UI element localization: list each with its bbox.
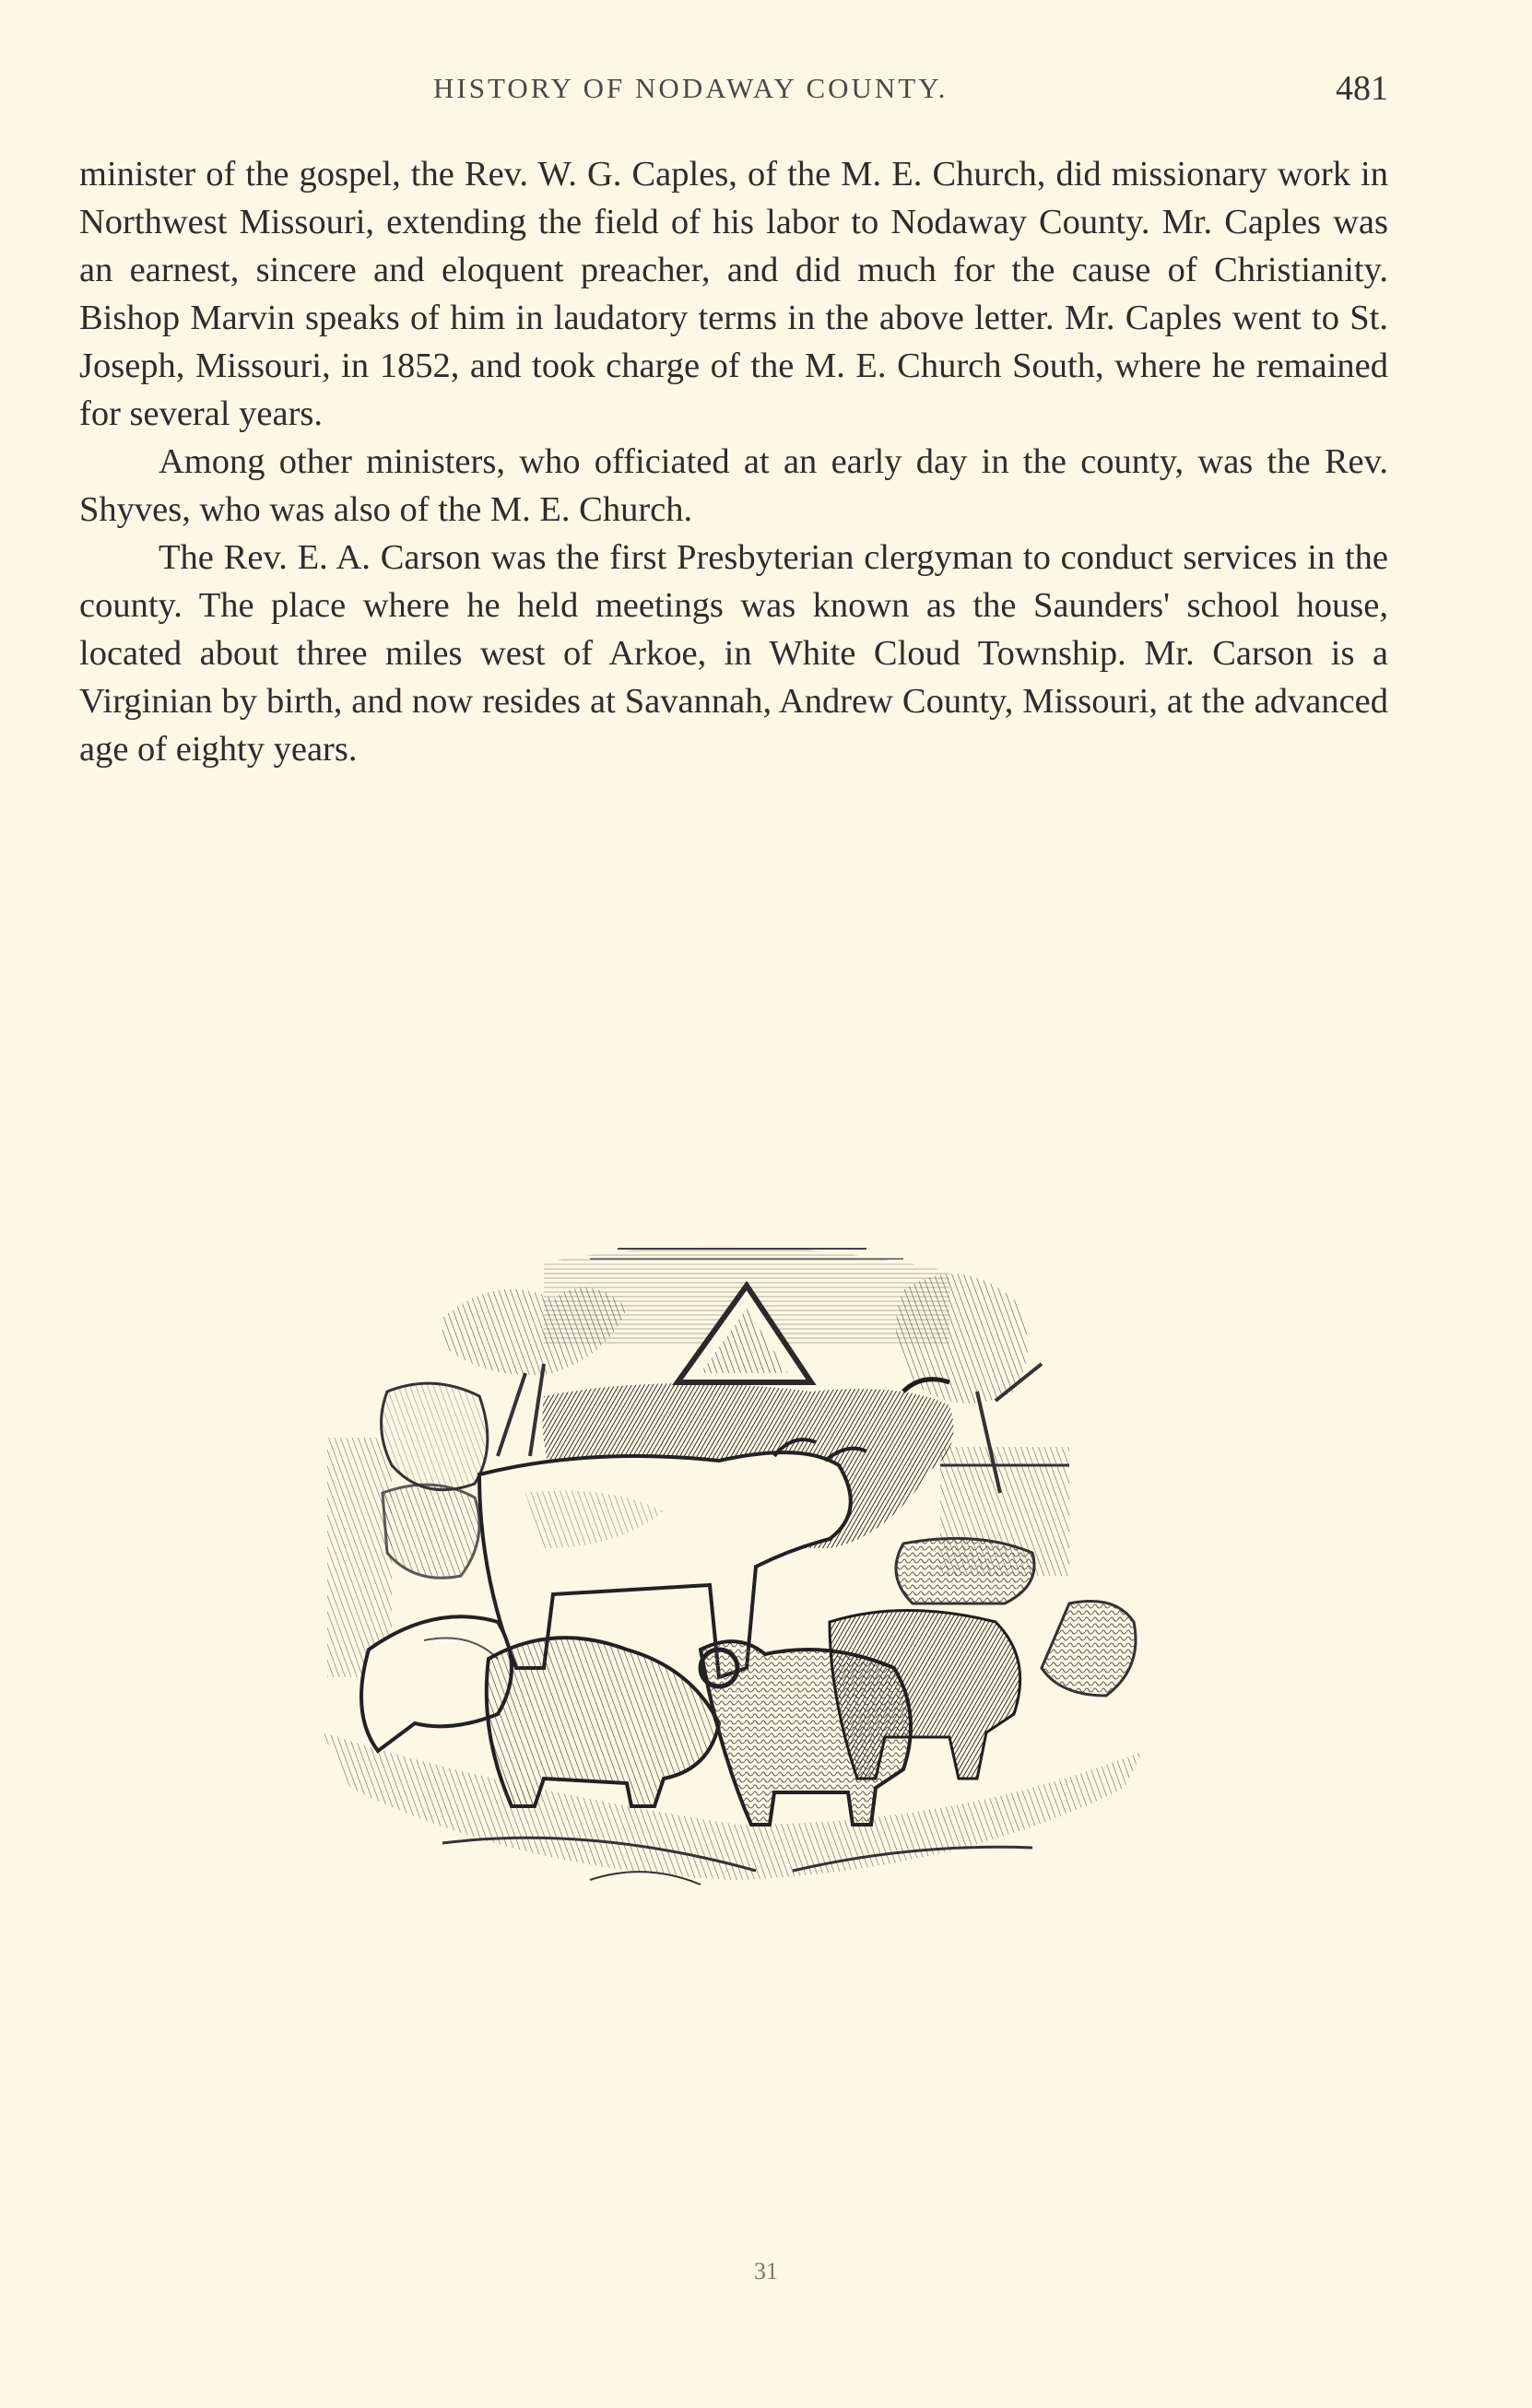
- center-pig: [487, 1638, 719, 1806]
- signature-mark: 31: [754, 2258, 778, 2285]
- page-number: 481: [1336, 69, 1388, 108]
- paragraph-3: The Rev. E. A. Carson was the first Presbyterian clergyman to conduct services in the county. The place where he held meetings was known as the Saunders' school house, located about three miles west of Arkoe, in White Cloud Township. Mr. Carson is a Virginian by birth, and now resides at Savannah, Andrew County, Missouri, at the advanced age of eighty years.: [79, 538, 1388, 769]
- dark-sheep: [830, 1611, 1020, 1780]
- body-text: [79, 150, 1388, 773]
- running-head: HISTORY OF NODAWAY COUNTY.: [433, 72, 949, 104]
- paragraph-1: minister of the gospel, the Rev. W. G. Caples, of the M. E. Church, did missionary work in Northwest Missouri, extending the field of his labor to Nodaway County. Mr. Caples was an earnest, sincere and eloquent preacher, and did much for the cause of Christianity. Bishop Marvin speaks of him in laudatory terms in the above letter. Mr. Caples went to St. Joseph, Missouri, in 1852, and took charge of the M. E. Church South, where he remained for several years.: [79, 155, 1388, 433]
- livestock-engraving: [313, 1235, 1171, 1898]
- engraving-svg: [313, 1235, 1171, 1898]
- paragraph-2: Among other ministers, who officiated at an early day in the county, was the Rev. Shyves, who was also of the M. E. Church.: [79, 442, 1388, 529]
- left-cattle: [382, 1383, 488, 1578]
- page-header: [0, 69, 1532, 118]
